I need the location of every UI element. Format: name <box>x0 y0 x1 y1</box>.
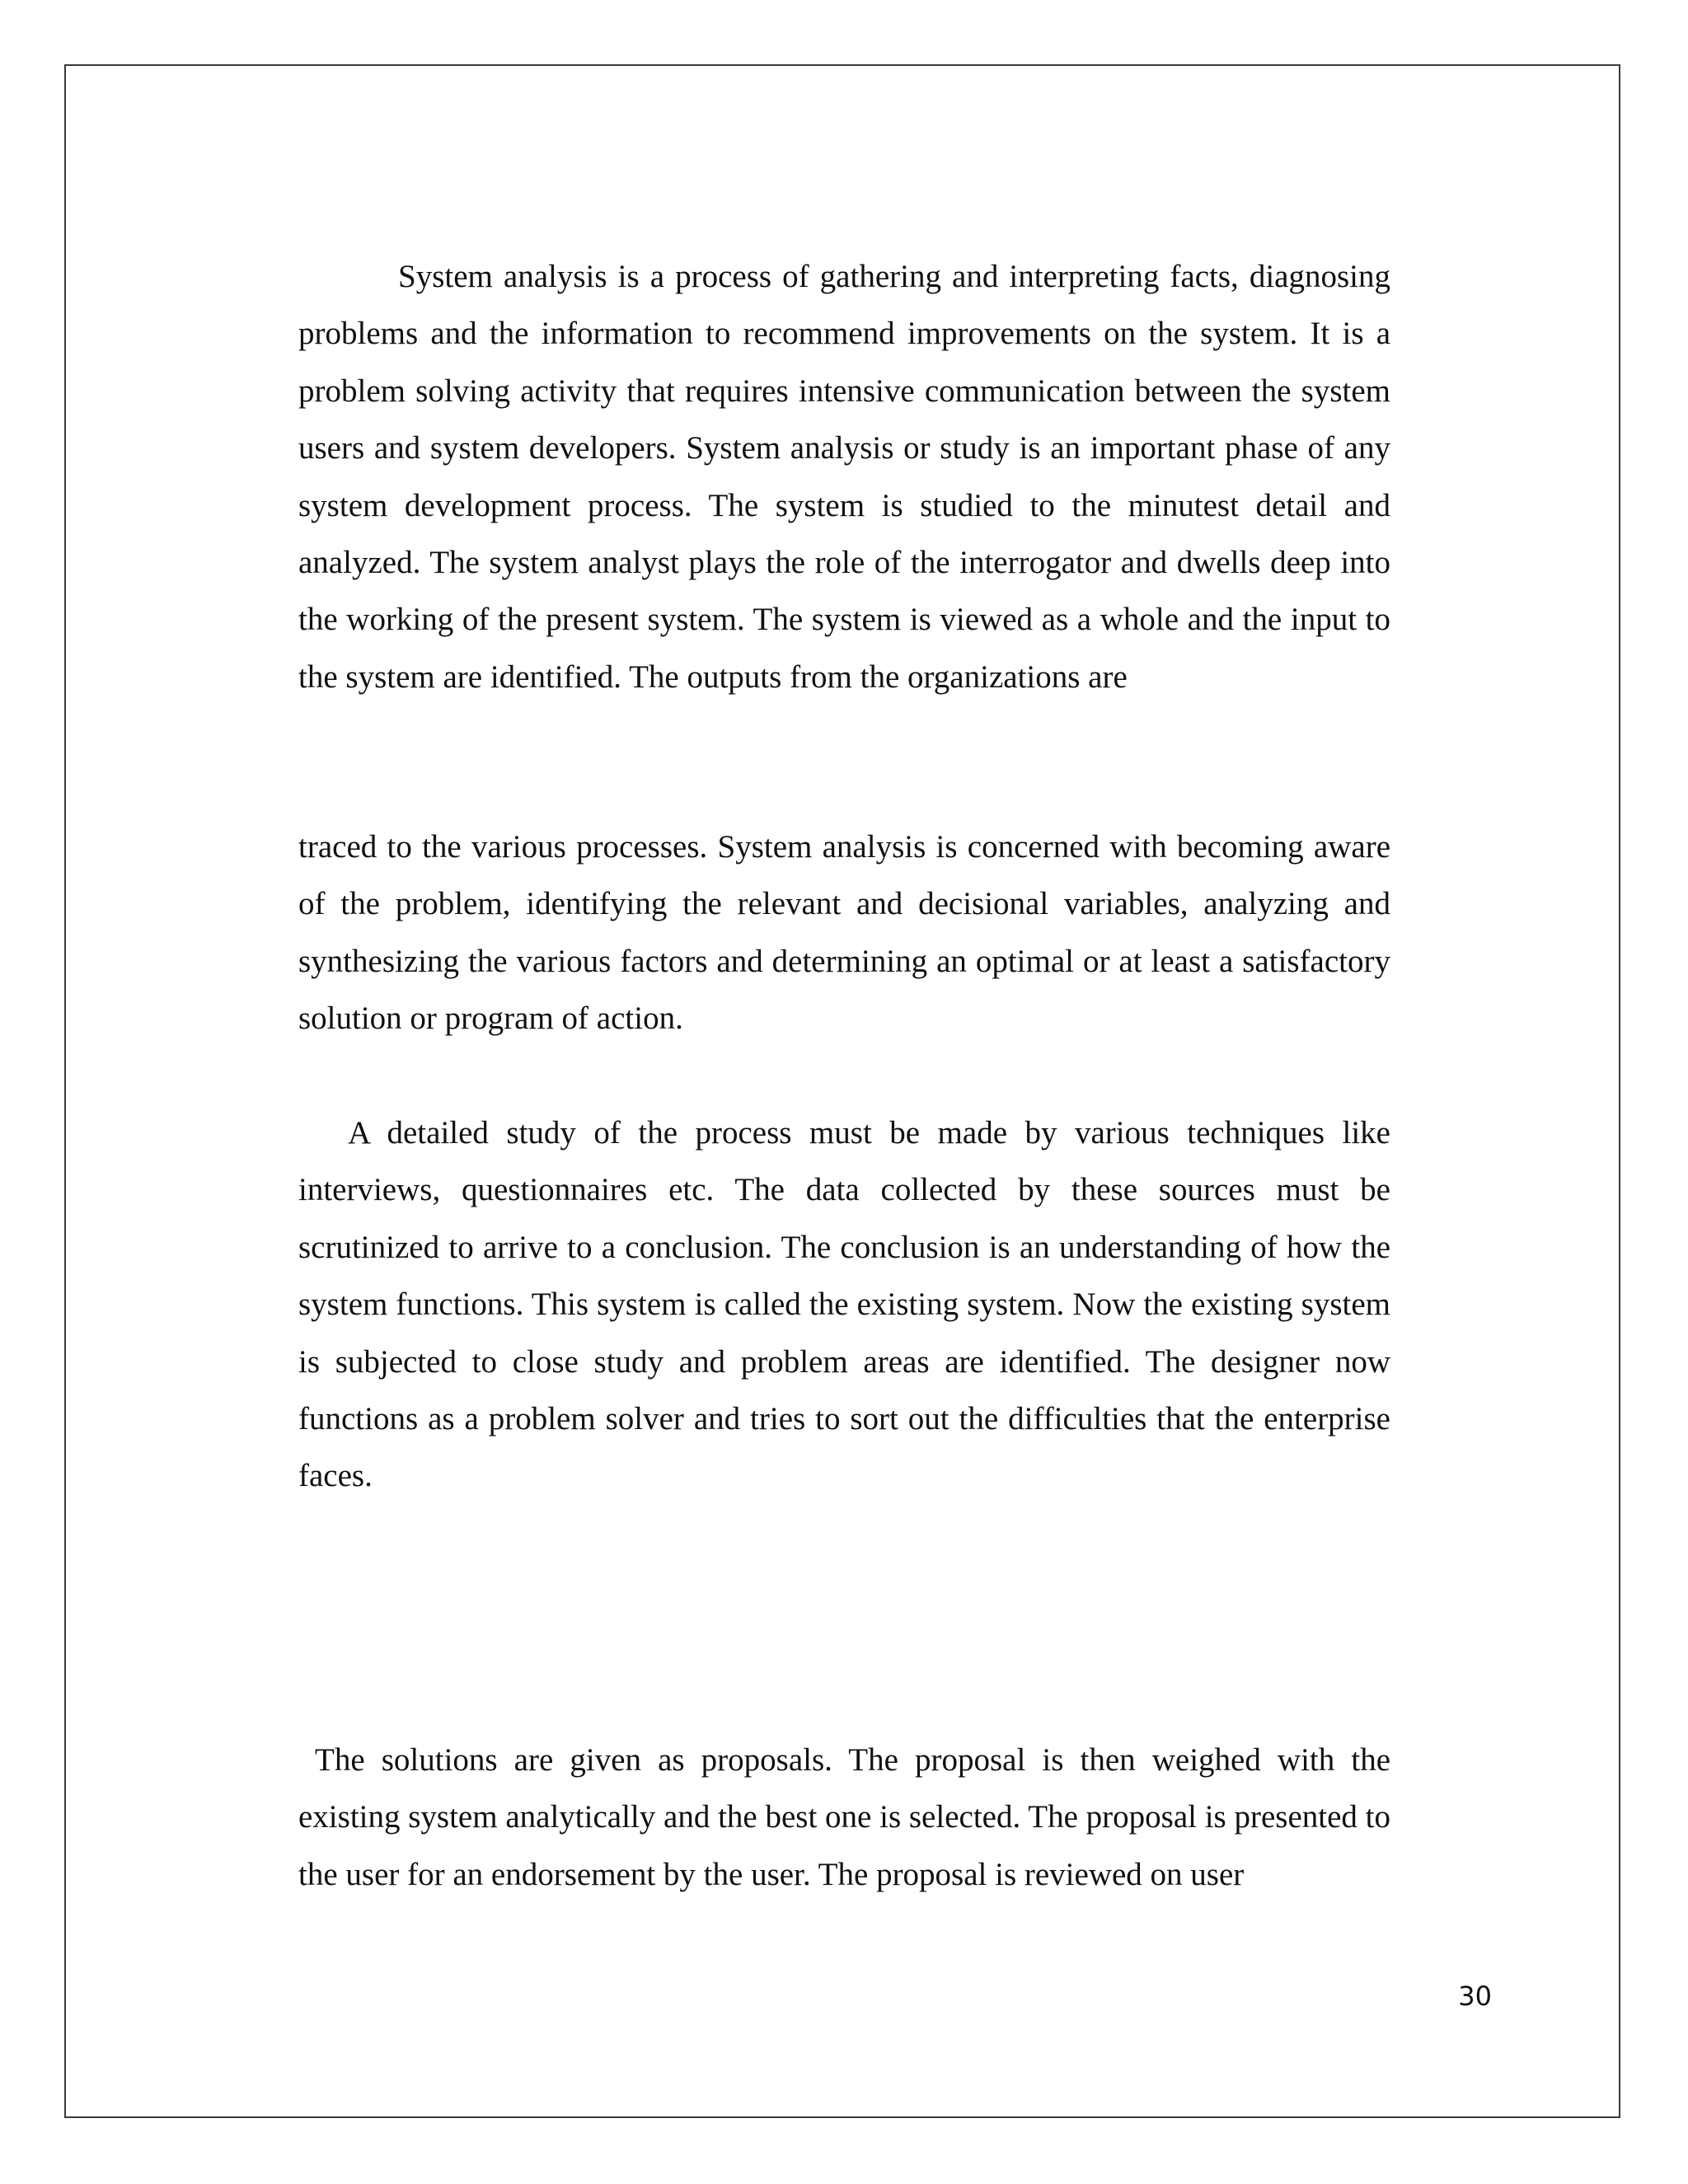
page-number: 30 <box>1458 1980 1492 2012</box>
paragraph-system-analysis-continued: traced to the various processes. System analysis is concerned with becoming aware of the problem, identifying the relevant and decisional variables, analyzing and synthesizing the various factors and determining an optimal or at least a satisfactory solution or program of action. <box>298 829 1390 1037</box>
paragraph-detailed-study: A detailed study of the process must be made by various techniques like interviews, questionnaires etc. The data collected by these sources must be scrutinized to arrive to a conclusion. The conclusion is an understanding of how the system functions. This system is called the existing system. Now the existing system is subjected to close study and problem areas are identified. The designer now functions as a problem solver and tries to sort out the difficulties that the enterprise faces. <box>298 1115 1390 1494</box>
paragraph-proposals: The solutions are given as proposals. The proposal is then weighed with the existing system analytically and the best one is selected. The proposal is presented to the user for an endorsement by the user. The proposal is reviewed on user <box>298 1742 1390 1892</box>
paragraph-system-analysis: System analysis is a process of gathering and interpreting facts, diagnosing problems and the information to recommend improvements on the system. It is a problem solving activity that requires intensive communication between the system users and system developers. System analysis or study is an important phase of any system development process. The system is studied to the minutest detail and analyzed. The system analyst plays the role of the interrogator and dwells deep into the working of the present system. The system is viewed as a whole and the input to the system are identified. The outputs from the organizations are <box>298 259 1390 695</box>
